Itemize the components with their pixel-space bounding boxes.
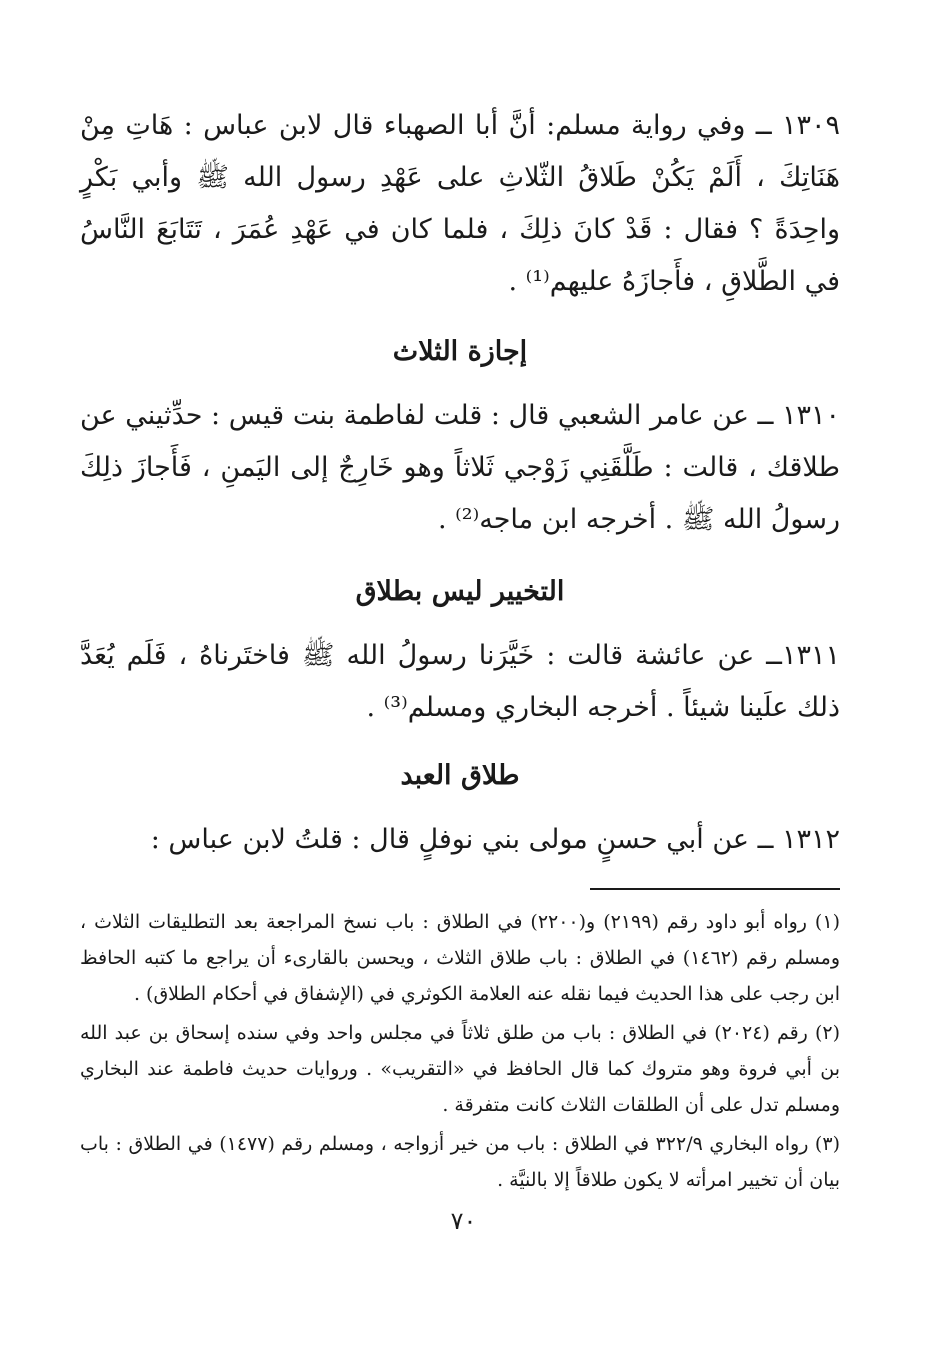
page-number: ٧٠ [450,1207,477,1235]
section-heading-choice-not-divorce: التخيير ليس بطلاق [355,576,565,607]
footnote-1: (١) رواه أبو داود رقم (٢١٩٩) و(٢٢٠٠) في الطلاق : باب نسخ المراجعة بعد التطليقات الثلاث ، ومسلم رقم (١٤٦٢) في الطلاق : باب طلاق الثلاث ، ويحسن بالقارىء أن يراجع ما كتبه الحافظ ابن رجب على هذا الحديث فيما نقله عنه العلامة الكوثري في (الإشفاق في أحكام الطلاق) . [80,911,840,1005]
footnote-2: (٢) رقم (٢٠٢٤) في الطلاق : باب من طلق ثلاثاً في مجلس واحد وفي سنده إسحاق بن عبد الله بن أبي فروة وهو متروك كما قال الحافظ في «التقريب» . وروايات حديث فاطمة عند البخاري ومسلم تدل على أن الطلقات الثلاث كانت متفرقة . [80,1022,840,1116]
hadith-1310: ١٣١٠ ــ عن عامر الشعبي قال : قلت لفاطمة بنت قيس : حدِّثيني عن طلاقك ، قالت : طَلَّقَنِي زَوْجي ثَلاثاً وهو خَارِجٌ إلى اليَمنِ ، فَأَجازَ ذلِكَ رسولُ الله ﷺ . أخرجه ابن ماجه⁽²⁾ . [80,400,840,535]
section-heading-slave-divorce: طلاق العبد [400,760,520,791]
footnote-3: (٣) رواه البخاري ٣٢٢/٩ في الطلاق : باب من خير أزواجه ، ومسلم رقم (١٤٧٧) في الطلاق : باب بيان أن تخيير امرأته لا يكون طلاقاً إلا بالنيَّة . [80,1133,840,1191]
hadith-1311: ١٣١١ــ عن عائشة قالت : خَيَّرَنا رسولُ الله ﷺ فاختَرناهُ ، فَلَم يُعَدَّ ذلك علَينا شيئاً . أخرجه البخاري ومسلم⁽³⁾ . [80,640,840,723]
section-heading-triple-divorce: إجازة الثلاث [392,336,528,367]
hadith-1309: ١٣٠٩ ــ وفي رواية مسلم: أنَّ أبا الصهباء قال لابن عباس : هَاتِ مِنْ هَنَاتِكَ ، أَلَمْ يَكُنْ طَلاقُ الثّلاثِ على عَهْدِ رسول الله ﷺ وأبي بَكْرٍ واحِدَةً ؟ فقال : قَدْ كانَ ذلِكَ ، فلما كان في عَهْدِ عُمَرَ ، تَتَابَعَ النَّاسُ في الطَّلاقِ ، فأَجازَهُ عليهم⁽¹⁾ . [80,110,840,297]
page-body [80,100,840,1201]
hadith-1312: ١٣١٢ ــ عن أبي حسنٍ مولى بني نوفلٍ قال : قلتُ لابن عباس : [150,824,840,855]
footnote-divider [590,888,840,890]
footnotes [80,904,840,1198]
